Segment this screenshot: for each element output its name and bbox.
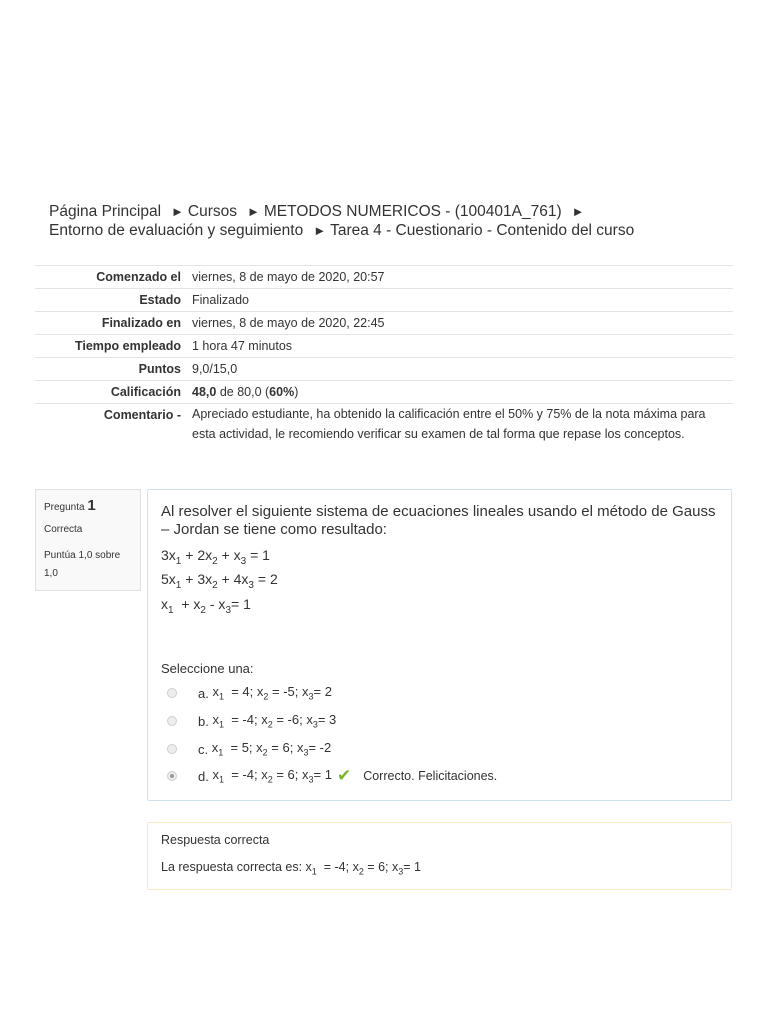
radio-option-b[interactable] <box>167 716 177 726</box>
option-d[interactable] <box>167 766 497 786</box>
time-label: Tiempo empleado <box>35 335 187 358</box>
equation-1: $3x_1 + 2x_2 + x_3 = 1$ <box>161 547 270 567</box>
points-value: 9,0/15,0 <box>187 358 733 381</box>
time-value: 1 hora 47 minutos <box>187 335 733 358</box>
comment-label: Comentario - <box>35 404 187 449</box>
summary-row-points <box>35 358 733 381</box>
attempt-summary-table <box>35 265 733 448</box>
option-d-letter: d. <box>198 768 209 784</box>
state-value: Finalizado <box>187 289 733 312</box>
correct-answer-title: Respuesta correcta <box>161 833 270 847</box>
question-number-value: 1 <box>87 497 96 514</box>
started-label: Comenzado el <box>35 266 187 289</box>
question-label: Pregunta <box>44 502 85 513</box>
summary-row-comment <box>35 404 733 449</box>
grade-score: 48,0 <box>192 385 217 399</box>
question-info <box>35 489 141 591</box>
select-prompt: Seleccione una: <box>161 661 254 676</box>
grade-close: ) <box>294 385 299 399</box>
option-a[interactable] <box>167 683 332 703</box>
question-text: Al resolver el siguiente sistema de ecuaciones lineales usando el método de Gauss – Jordan se tiene como resultado: <box>161 503 716 538</box>
breadcrumb <box>49 202 729 240</box>
summary-row-finished <box>35 312 733 335</box>
question-number <box>44 497 132 514</box>
option-a-letter: a. <box>198 685 209 701</box>
radio-option-d[interactable] <box>167 771 177 781</box>
breadcrumb-course[interactable]: METODOS NUMERICOS - (100401A_761) <box>263 203 562 220</box>
breadcrumb-courses[interactable]: Cursos <box>187 203 237 220</box>
correct-answer-text: La respuesta correcta es: $x_1 = -4$; $x_2 = 6$; $x_3= 1$ <box>161 860 421 877</box>
comment-value: Apreciado estudiante, ha obtenido la calificación entre el 50% y 75% de la nota máxima para esta actividad, le recomiendo verificar su examen de tal forma que repase los conceptos. <box>187 404 733 449</box>
points-label: Puntos <box>35 358 187 381</box>
summary-row-state <box>35 289 733 312</box>
radio-option-a[interactable] <box>167 688 177 698</box>
option-a-text: $x_1 = 4$; $x_2 = -5$; $x_3= 2$ <box>212 684 332 702</box>
breadcrumb-home[interactable]: Página Principal <box>49 203 162 220</box>
breadcrumb-separator: ► <box>571 204 585 219</box>
question-grade: Puntúa 1,0 sobre 1,0 <box>44 550 121 579</box>
question-content <box>147 489 732 801</box>
option-feedback: Correcto. Felicitaciones. <box>363 769 498 783</box>
breadcrumb-quiz[interactable]: Tarea 4 - Cuestionario - Contenido del curso <box>330 222 635 239</box>
option-d-text: $x_1 = -4$; $x_2 = 6$; $x_3= 1$ <box>212 767 332 785</box>
grade-label: Calificación <box>35 381 187 404</box>
correct-answer-lead: La respuesta correcta es: <box>161 860 303 874</box>
summary-row-started <box>35 266 733 289</box>
started-value: viernes, 8 de mayo de 2020, 20:57 <box>187 266 733 289</box>
check-icon: ✔ <box>336 766 352 785</box>
option-c-letter: c. <box>198 741 209 757</box>
option-c[interactable] <box>167 739 331 759</box>
option-c-text: $x_1 = 5$; $x_2 = 6$; $x_3= -2$ <box>211 740 332 758</box>
radio-option-c[interactable] <box>167 744 177 754</box>
breadcrumb-separator: ► <box>313 223 327 238</box>
correct-answer-box <box>147 822 732 890</box>
finished-label: Finalizado en <box>35 312 187 335</box>
option-b-text: $x_1 = -4$; $x_2 = -6$; $x_3= 3$ <box>212 712 337 730</box>
grade-value <box>187 381 733 404</box>
breadcrumb-separator: ► <box>247 204 260 219</box>
question-state: Correcta <box>44 524 83 535</box>
equation-2: $5x_1 + 3x_2 + 4x_3 = 2$ <box>161 571 278 591</box>
breadcrumb-section[interactable]: Entorno de evaluación y seguimiento <box>49 222 304 239</box>
grade-of: de 80,0 ( <box>216 385 270 399</box>
option-b-letter: b. <box>198 713 209 729</box>
state-label: Estado <box>35 289 187 312</box>
equation-3: $x_1 + x_2 - x_3= 1$ <box>161 596 251 616</box>
finished-value: viernes, 8 de mayo de 2020, 22:45 <box>187 312 733 335</box>
breadcrumb-separator: ► <box>171 204 184 219</box>
grade-percent: 60% <box>269 385 295 399</box>
option-b[interactable] <box>167 711 336 731</box>
summary-row-grade <box>35 381 733 404</box>
summary-row-time <box>35 335 733 358</box>
